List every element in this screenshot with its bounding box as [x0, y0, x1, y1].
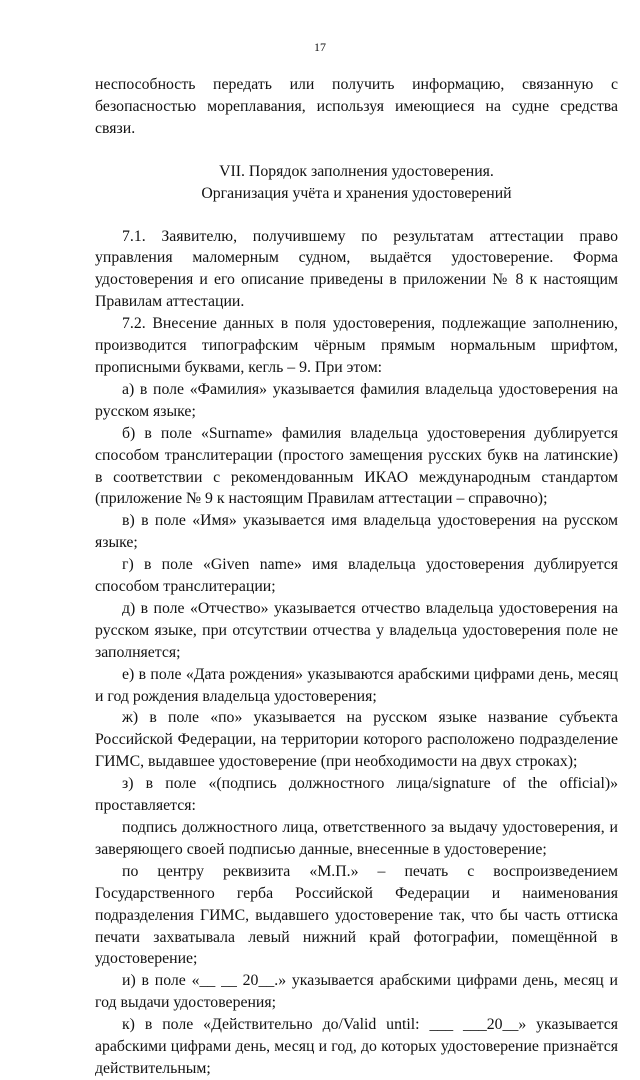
- paragraph-7-2: 7.2. Внесение данных в поля удостоверения, подлежащие заполнению, производится типографским чёрным прямым нормальным шрифтом, прописными буквами, кегль – 9. При этом:: [95, 315, 618, 376]
- list-item-d: д) в поле «Отчество» указывается отчество владельца удостоверения на русском языке, при отсутствии отчества у владельца удостоверения поле не заполняется;: [95, 599, 618, 661]
- section-heading: VII. Порядок заполнения удостоверения.: [219, 162, 494, 180]
- paragraph-7-1: 7.1. Заявителю, получившему по результатам аттестации право управления маломерным судном, выдаётся удостоверение. Форма удостоверения и его описание приведены в приложении № 8 к настоящим Правилам аттестации.: [95, 227, 618, 311]
- document-body: [95, 74, 618, 1080]
- list-item-k: к) в поле «Действительно до/Valid until: ___ ___20__» указывается арабскими цифрами день, месяц и год, до которых удостоверение признаётся действительным;: [95, 1016, 618, 1077]
- page-number: 17: [314, 40, 326, 54]
- list-item-z-signature: подпись должностного лица, ответственного за выдачу удостоверения, и заверяющего своей подписью данные, внесенные в удостоверение;: [95, 819, 618, 858]
- list-item-v: в) в поле «Имя» указывается имя владельца удостоверения на русском языке;: [95, 512, 618, 552]
- list-item-zh: ж) в поле «по» указывается на русском языке название субъекта Российской Федерации, на территории которого расположено подразделение ГИМС, выдавшее удостоверение (при необходимости на двух строках);: [95, 709, 618, 771]
- paragraph-continuation: неспособность передать или получить информацию, связанную с безопасностью мореплавания, используя имеющиеся на судне средства связи.: [95, 76, 618, 137]
- list-item-g: г) в поле «Given name» имя владельца удостоверения дублируется способом транслитерации;: [95, 556, 618, 596]
- section-subheading: Организация учёта и хранения удостоверений: [201, 184, 512, 202]
- list-item-z-stamp: по центру реквизита «М.П.» – печать с воспроизведением Государственного герба Российской Федерации и наименования подразделения ГИМС, выдавшего удостоверение так, что бы часть оттиска печати захватывала левый нижний край фотографии, помещённой в удостоверение;: [95, 862, 618, 968]
- list-item-i: и) в поле «__ __ 20__.» указывается арабскими цифрами день, месяц и год выдачи удостоверения;: [95, 972, 618, 1012]
- list-item-e: е) в поле «Дата рождения» указываются арабскими цифрами день, месяц и год рождения владельца удостоверения;: [95, 665, 618, 705]
- list-item-b: б) в поле «Surname» фамилия владельца удостоверения дублируется способом транслитерации (простого замещения русских букв на латинские) в соответствии с рекомендованным ИКАО международным стандартом (приложение № 9 к настоящим Правилам аттестации – справочно);: [95, 424, 618, 508]
- list-item-a: а) в поле «Фамилия» указывается фамилия владельца удостоверения на русском языке;: [95, 380, 618, 420]
- list-item-z: з) в поле «(подпись должностного лица/signature of the official)» проставляется:: [95, 775, 618, 815]
